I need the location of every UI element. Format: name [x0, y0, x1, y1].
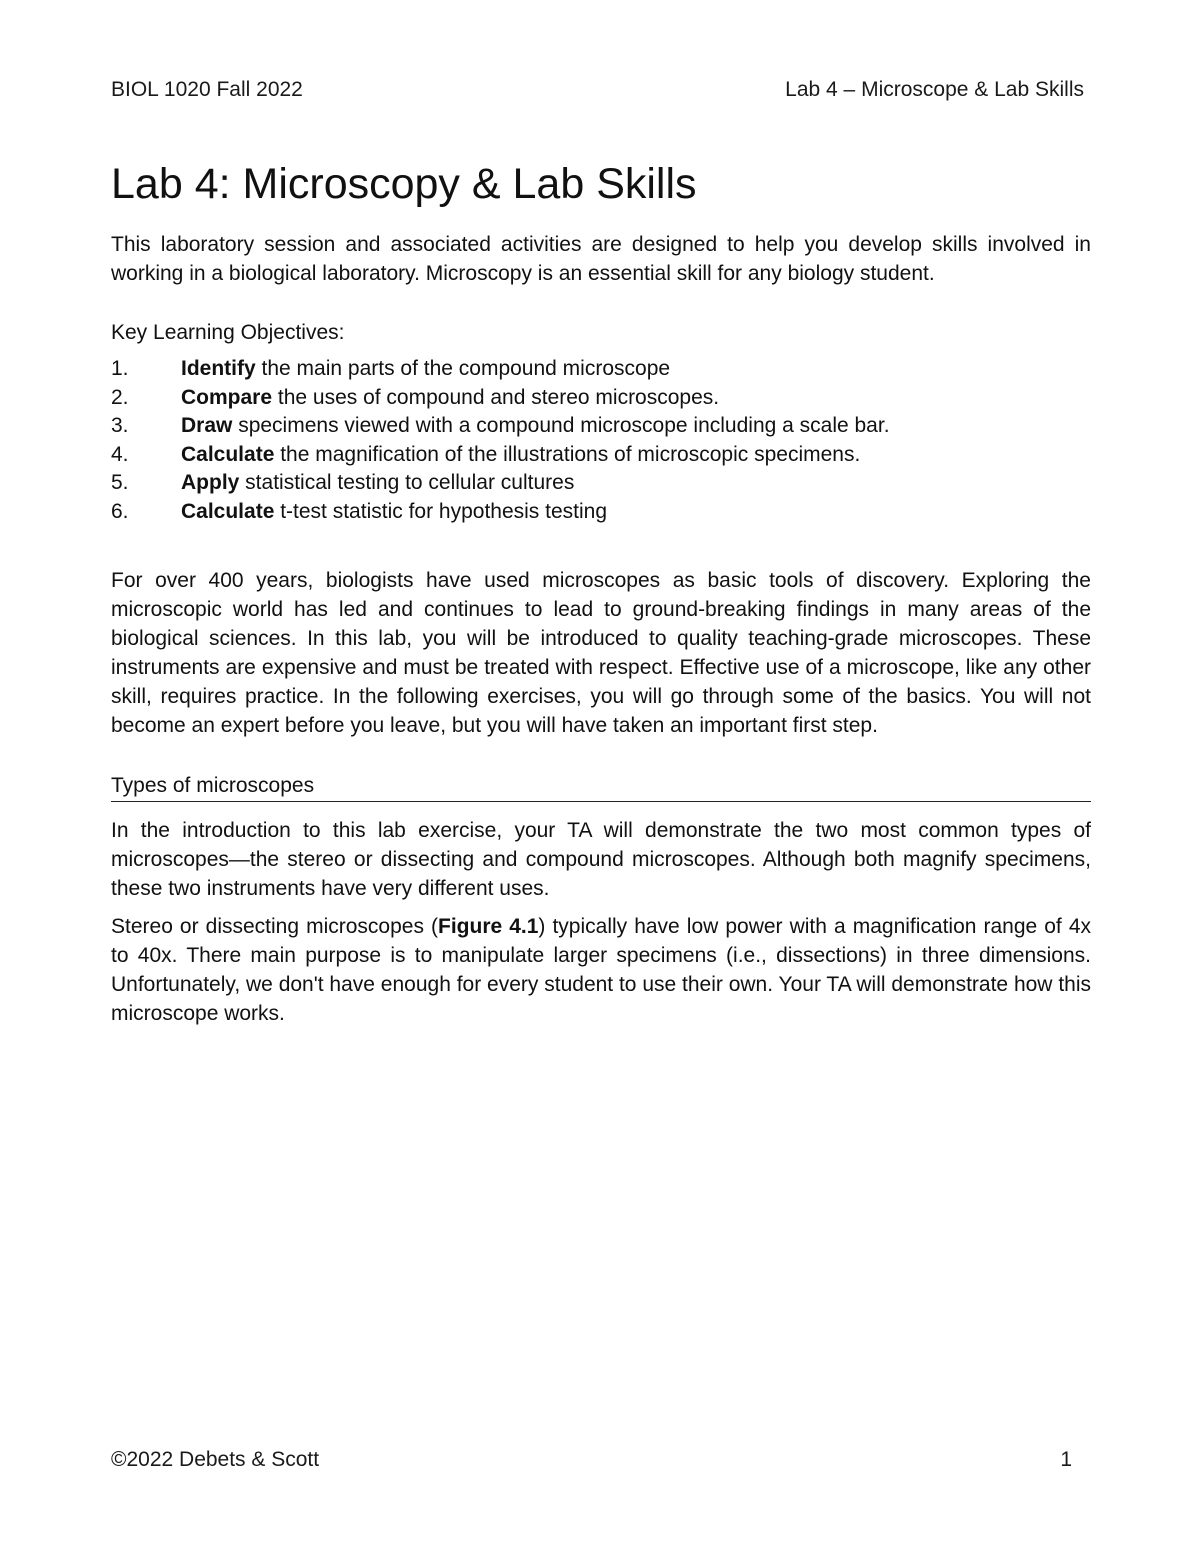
objective-item [111, 412, 1091, 441]
objective-number: 1. [111, 357, 129, 380]
objective-description: the magnification of the illustrations of microscopic specimens. [274, 442, 861, 466]
objectives-list [111, 355, 1091, 526]
objectives-heading: Key Learning Objectives: [111, 321, 345, 344]
objective-item [111, 469, 1091, 498]
intro-paragraph: This laboratory session and associated activities are designed to help you develop skills involved in working in a biological laboratory. Microscopy is an essential skill for any biology student. [111, 233, 1091, 285]
objective-description: the main parts of the compound microscope [255, 357, 671, 380]
objective-number: 6. [111, 499, 129, 523]
objective-text [181, 412, 890, 441]
section-heading-types-of-microscopes: Types of microscopes [111, 772, 1091, 802]
stereo-text-end: ) typically have low power with a magnification range of 4x to 40x. There main purpose is to manipulate larger specimens (i.e., dissections) in three dimensions. Unfortunately, we don't have enough for every student to use their own. Your TA will demonstrate how this microscope works. [111, 915, 1091, 1025]
objective-keyword: Identify [181, 357, 256, 380]
objective-keyword: Calculate [181, 499, 275, 523]
section-paragraph-stereo [111, 912, 1091, 1028]
page-number: 1 [1060, 1448, 1072, 1471]
objective-text [181, 441, 860, 470]
page-title: Lab 4: Microscopy & Lab Skills [111, 160, 697, 208]
stereo-text-start: Stereo or dissecting microscopes ( [111, 915, 438, 938]
objective-keyword: Compare [181, 385, 273, 409]
objective-item [111, 441, 1091, 470]
header-course: BIOL 1020 Fall 2022 [111, 78, 303, 101]
objective-number: 5. [111, 471, 129, 494]
document-body [111, 158, 1091, 1028]
objective-text [181, 498, 607, 527]
running-footer [111, 1446, 1072, 1476]
history-paragraph: For over 400 years, biologists have used microscopes as basic tools of discovery. Exploring the microscopic world has led and continues to lead to ground-breaking findings in many areas of the biological sciences. In this lab, you will be introduced to quality teaching-grade microscopes. These instruments are expensive and must be treated with respect. Effective use of a microscope, like any other skill, requires practice. In the following exercises, you will go through some of the basics. You will not become an expert before you leave, but you will have taken an important first step. [111, 569, 1091, 737]
objective-keyword: Calculate [181, 442, 275, 466]
objective-item [111, 384, 1091, 413]
objective-item [111, 498, 1091, 527]
objective-number: 2. [111, 385, 129, 409]
figure-reference: Figure 4.1 [438, 915, 539, 938]
objective-description: statistical testing to cellular cultures [239, 471, 575, 494]
objective-description: specimens viewed with a compound microscope including a scale bar. [232, 414, 890, 437]
objective-number: 3. [111, 414, 129, 437]
objective-keyword: Draw [181, 414, 233, 437]
objective-description: t-test statistic for hypothesis testing [274, 499, 608, 523]
footer-copyright: ©2022 Debets & Scott [111, 1448, 320, 1471]
objective-description: the uses of compound and stereo microscopes. [272, 385, 720, 409]
objective-keyword: Apply [181, 471, 240, 494]
objective-text [181, 469, 574, 498]
objective-item [111, 355, 1091, 384]
running-header [111, 76, 1084, 106]
section-paragraph-intro: In the introduction to this lab exercise, your TA will demonstrate the two most common types of microscopes—the stereo or dissecting and compound microscopes. Although both magnify specimens, these two instruments have very different uses. [111, 819, 1091, 900]
objective-text [181, 384, 719, 413]
header-lab-title: Lab 4 – Microscope & Lab Skills [785, 78, 1084, 101]
objective-text [181, 355, 670, 384]
objective-number: 4. [111, 442, 129, 466]
